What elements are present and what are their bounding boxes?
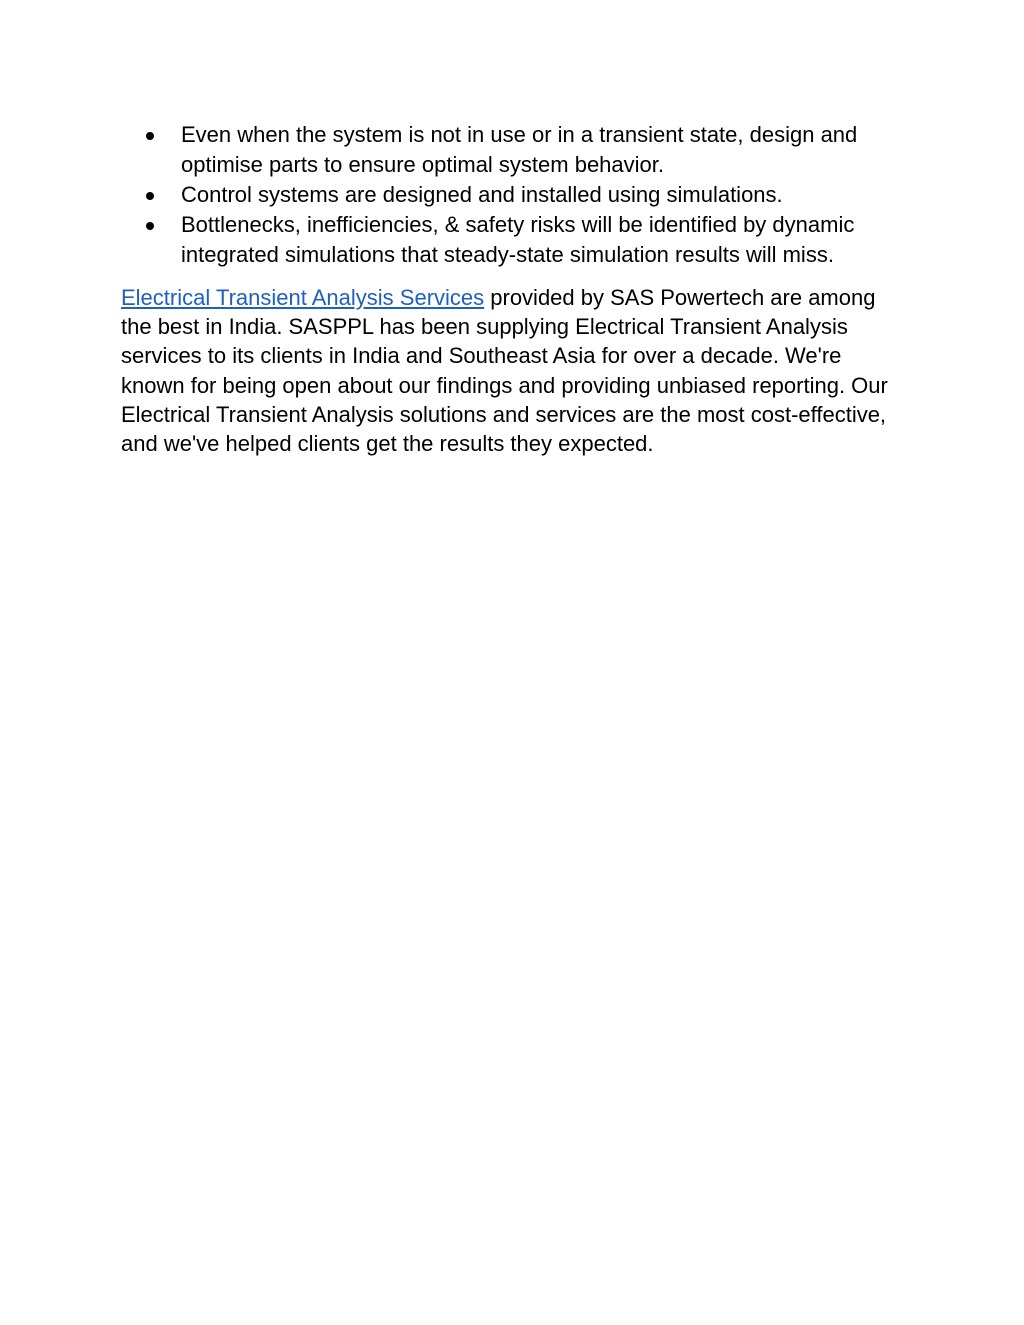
services-link[interactable]: Electrical Transient Analysis Services (121, 285, 485, 310)
bullet-dot-icon (146, 132, 154, 140)
bullet-text: Even when the system is not in use or in a transient state, design and optimise parts to ensure optimal system behavior. (181, 122, 858, 177)
bullet-item (140, 180, 910, 210)
bullet-dot-icon (146, 222, 154, 230)
bullet-dot-icon (146, 192, 154, 200)
paragraph-text: provided by SAS Powertech are among the best in India. SASPPL has been supplying Electrical Transient Analysis services to its clients in India and Southeast Asia for over a decade. We're known for being open about our findings and providing unbiased reporting. Our Electrical Transient Analysis solutions and services are the most cost-effective, and we've helped clients get the results they expected. (121, 285, 888, 457)
body-paragraph (121, 283, 911, 458)
bullet-item (140, 120, 910, 180)
bullet-text: Bottlenecks, inefficiencies, & safety risks will be identified by dynamic integrated simulations that steady-state simulation results will miss. (181, 212, 855, 267)
bullet-list (140, 120, 910, 270)
bullet-item (140, 210, 910, 270)
bullet-text: Control systems are designed and installed using simulations. (181, 182, 783, 207)
